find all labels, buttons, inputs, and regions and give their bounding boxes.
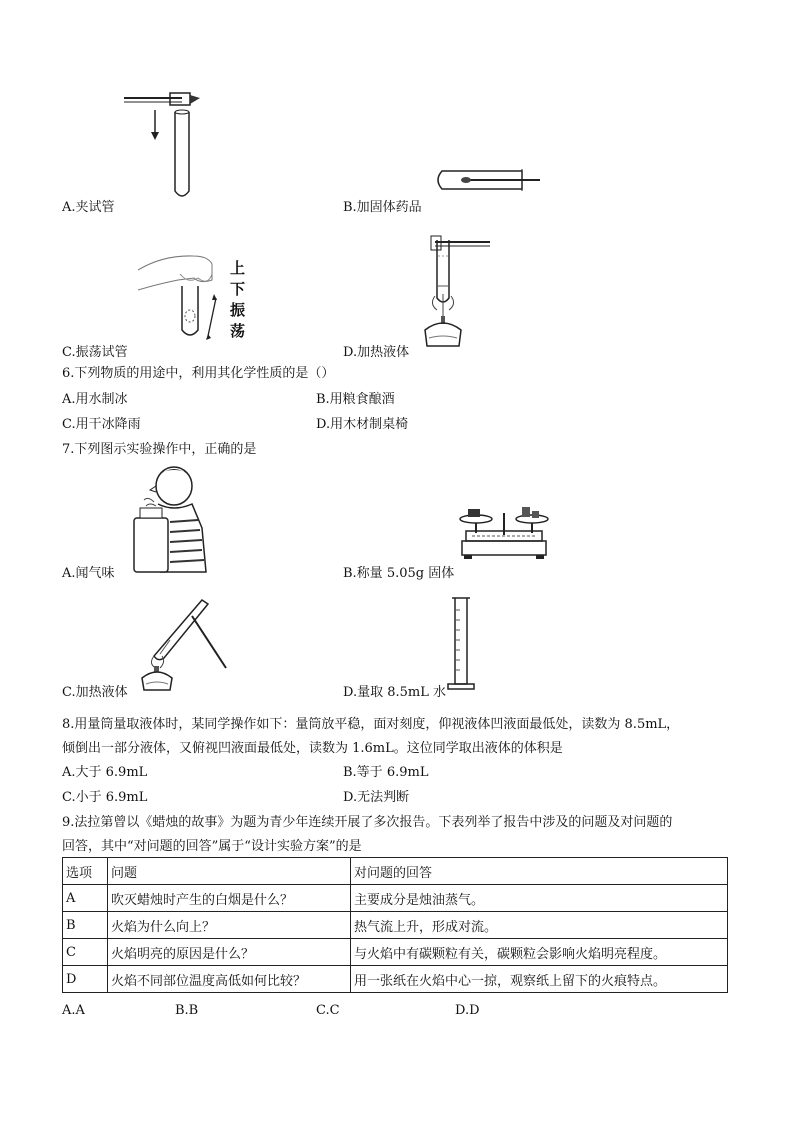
table-cell: 火焰明亮的原因是什么？ — [108, 939, 351, 966]
table-cell: A — [63, 885, 108, 912]
q7-figure-label-d: D.量取 8.5mL 水 — [343, 685, 446, 700]
q8-option-d: D.无法判断 — [343, 790, 410, 805]
balance-scale-figure — [458, 503, 550, 561]
solid-reagent-into-tube-figure — [430, 166, 545, 194]
side-char-shang: 上 — [230, 259, 246, 277]
table-header-row — [63, 858, 728, 885]
q9-option-a: A.A — [62, 1003, 85, 1018]
q7-stem: 7.下列图示实验操作中，正确的是 — [62, 442, 257, 457]
table-cell: C — [63, 939, 108, 966]
table-cell: 主要成分是烛油蒸气。 — [351, 885, 728, 912]
test-tube-clamp-figure — [120, 86, 205, 204]
smelling-gas-figure — [130, 462, 210, 574]
q9-table — [62, 857, 728, 993]
table-cell: B — [63, 912, 108, 939]
table-cell: 与火焰中有碳颗粒有关，碳颗粒会影响火焰明亮程度。 — [351, 939, 728, 966]
table-row — [63, 912, 728, 939]
figure-label-a: A.夹试管 — [62, 200, 115, 215]
table-row — [63, 885, 728, 912]
shake-side-text — [230, 258, 245, 342]
table-cell: 热气流上升，形成对流。 — [351, 912, 728, 939]
q8-option-a: A.大于 6.9mL — [62, 765, 148, 780]
table-row — [63, 966, 728, 993]
q9-option-b: B.B — [175, 1003, 199, 1018]
q8-stem-line2: 倾倒出一部分液体，又俯视凹液面最低处，读数为 1.6mL。这位同学取出液体的体积是 — [62, 741, 563, 756]
q9-stem-line2: 回答，其中“对问题的回答”属于“设计实验方案”的是 — [62, 839, 362, 854]
side-char-xia: 下 — [230, 280, 246, 298]
figure-label-d: D.加热液体 — [343, 345, 410, 360]
table-cell: 火焰不同部位温度高低如何比较？ — [108, 966, 351, 993]
q6-option-a: A.用水制冰 — [62, 392, 128, 407]
figure-label-c: C.振荡试管 — [62, 345, 128, 360]
q6-option-d: D.用木材制桌椅 — [316, 417, 409, 432]
table-header-cell: 选项 — [63, 858, 108, 885]
figure-label-b: B.加固体药品 — [343, 200, 422, 215]
q6-option-c: C.用干冰降雨 — [62, 417, 141, 432]
heating-tube-lamp-figure — [140, 596, 232, 692]
q8-option-b: B.等于 6.9mL — [343, 765, 429, 780]
q7-figure-label-c: C.加热液体 — [62, 685, 128, 700]
side-char-dang: 荡 — [230, 322, 246, 340]
table-cell: 吹灭蜡烛时产生的白烟是什么？ — [108, 885, 351, 912]
graduated-cylinder-figure — [446, 596, 476, 692]
table-header-cell: 对问题的回答 — [351, 858, 728, 885]
heating-liquid-lamp-figure — [415, 230, 505, 352]
side-char-zhen: 振 — [230, 301, 246, 319]
table-cell: 用一张纸在火焰中心一掠，观察纸上留下的火痕特点。 — [351, 966, 728, 993]
q8-stem-line1: 8.用量筒量取液体时，某同学操作如下：量筒放平稳，面对刻度，仰视液体凹液面最低处，读数为 8.5mL， — [62, 717, 680, 732]
q7-figure-label-b: B.称量 5.05g 固体 — [343, 566, 455, 581]
q9-option-d: D.D — [455, 1003, 480, 1018]
q9-option-c: C.C — [316, 1003, 340, 1018]
q6-stem: 6.下列物质的用途中，利用其化学性质的是（） — [62, 366, 335, 381]
table-header-cell: 问题 — [108, 858, 351, 885]
q8-option-c: C.小于 6.9mL — [62, 790, 148, 805]
q9-stem-line1: 9.法拉第曾以《蜡烛的故事》为题为青少年连续开展了多次报告。下表列举了报告中涉及的问题及对问题的 — [62, 815, 673, 830]
q7-figure-label-a: A.闻气味 — [62, 566, 115, 581]
table-cell: 火焰为什么向上？ — [108, 912, 351, 939]
table-cell: D — [63, 966, 108, 993]
q6-option-b: B.用粮食酿酒 — [316, 392, 395, 407]
table-row — [63, 939, 728, 966]
